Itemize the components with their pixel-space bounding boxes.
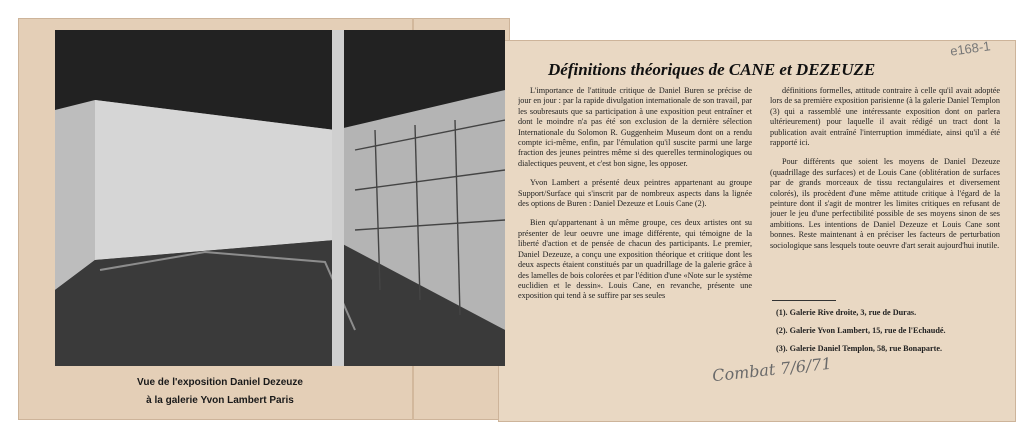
footnote: (1). Galerie Rive droite, 3, rue de Duras. — [776, 308, 917, 317]
footnote: (3). Galerie Daniel Templon, 58, rue Bonaparte. — [776, 344, 943, 353]
paragraph: Bien qu'appartenant à un même groupe, ces deux artistes ont su présenter de leur oeuvre une image différente, qui témoigne de la liberté d'action et de pensée de chacun des participants. Le premier, Daniel Dezeuze, a conçu une exposition théorique et critique dont les deux aspects étaient constitués par un quadrillage de la galerie grâce à des lamelles de bois colorées et par l'édition d'une «Note sur le système euclidien et le dessin». Louis Cane, en revanche, présente une exposition qui tend à se suffire par ses seules — [518, 218, 752, 301]
paragraph: définitions formelles, attitude contraire à celle qu'il avait adoptée lors de sa première exposition parisienne (à la galerie Daniel Templon (3) qui a rassemblé une intéressante exposition dont on parlera ultérieurement) pour laquelle il avait rédigé un tract dont la publication avait entraîné l'interruption immédiate, ainsi qu'il a été rapporté ici. — [770, 86, 1000, 148]
paragraph: Yvon Lambert a présenté deux peintres appartenant au groupe Support/Surface qui s'inscrit par de nombreux aspects dans la lignée des options de Buren : Daniel Dezeuze et Louis Cane (2). — [518, 178, 752, 209]
archive-number: e168-1 — [949, 38, 992, 59]
article-headline: Définitions théoriques de CANE et DEZEUZE — [548, 60, 876, 79]
footnotes — [776, 308, 1006, 362]
footnote: (2). Galerie Yvon Lambert, 15, rue de l'Echaudé. — [776, 326, 946, 335]
article-column-2 — [770, 86, 1000, 292]
exhibition-photo — [55, 30, 505, 366]
footnote-divider — [772, 300, 836, 301]
paragraph: Pour différents que soient les moyens de Daniel Dezeuze (quadrillage des surfaces) et de Louis Cane (oblitération de surfaces par de grands morceaux de tissu rectangulaires et diversement colorés), ils procèdent d'une même attitude critique à l'égard de la peinture dont il s'agit de montrer les limites critiques en refusant de jouer le jeu d'une perfectibilité possible de ses moyens sinon de ses ambitions. Les intentions de Daniel Dezeuze et Louis Cane sont bonnes. Reste maintenant à en préciser les facteurs de perturbation sociologique sans lesquels toute oeuvre d'art serait aujourd'hui inutile. — [770, 157, 1000, 250]
caption-line-1: Vue de l'exposition Daniel Dezeuze — [137, 377, 303, 388]
handwritten-date-note: Combat 7/6/71 — [711, 353, 833, 386]
photo-caption — [70, 374, 370, 410]
caption-line-2: à la galerie Yvon Lambert Paris — [146, 395, 294, 406]
paragraph: L'importance de l'attitude critique de Daniel Buren se précise de jour en jour : par la rapide divulgation internationale de son travail, par les soubresauts que sa participation à une exposition peut entraîner et dont le moindre n'a pas été son exclusion de la dernière sélection Internationale du Solomon R. Guggenheim Museum dont on a rendu compte ici-même, enfin, par l'émulation qu'il suscite parmi une large fraction des jeunes peintres même si des querelles terminologiques ou dialectiques peuvent, et c'est bon signe, les opposer. — [518, 86, 752, 168]
article-column-1 — [518, 86, 752, 366]
